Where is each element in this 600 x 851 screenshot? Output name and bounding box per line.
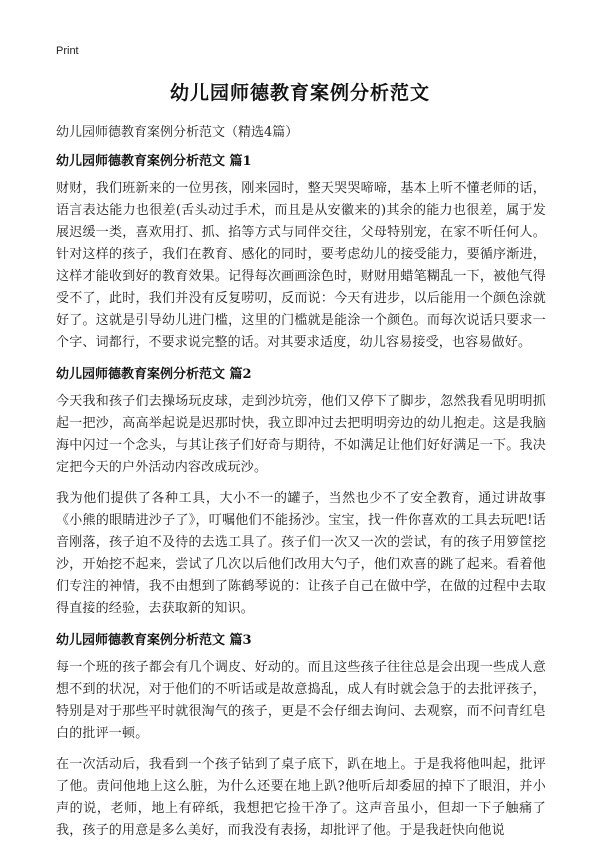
article-body bbox=[56, 150, 546, 851]
paragraph: 每一个班的孩子都会有几个调皮、好动的。而且这些孩子往往总是会出现一些成人意想不到的状况，对于他们的不听话或是故意捣乱，成人有时就会急于的去批评孩子，特别是对于那些平时就很淘气的孩子，更是不会仔细去询问、去观察，而不问青红皂白的批评一顿。 bbox=[56, 660, 546, 741]
section-3 bbox=[56, 629, 546, 842]
section-heading: 幼儿园师德教育案例分析范文 篇1 bbox=[56, 154, 252, 169]
paragraph: 财财，我们班新来的一位男孩，刚来园时，整天哭哭啼啼，基本上听不懂老师的话，语言表达能力也很差(舌头动过手术，而且是从安徽来的)其余的能力也很差，属于发展迟缓一类，喜欢用打、抓、掐等方式与同伴交往，父母特别宠，在家不听任何人。针对这样的孩子，我们在教育、感化的同时，要考虑幼儿的接受能力，要循序渐进，这样才能收到好的教育效果。记得每次画画涂色时，财财用蜡笔糊乱一下，被他气得受不了，此时，我们并没有反复唠叨，反而说：今天有进步，以后能用一个颜色涂就好了。这就是引导幼儿进门槛，这里的门槛就是能涂一个颜色。而每次说话只要求一个字、词都行，不要求说完整的话。对其要求适度，幼儿容易接受，也容易做好。 bbox=[56, 181, 546, 350]
page-title: 幼儿园师德教育案例分析范文 bbox=[169, 82, 430, 104]
print-link[interactable]: Print bbox=[56, 45, 79, 57]
section-2 bbox=[56, 363, 546, 620]
section-heading: 幼儿园师德教育案例分析范文 篇2 bbox=[56, 367, 252, 382]
section-1 bbox=[56, 150, 546, 354]
paragraph: 我为他们提供了各种工具，大小不一的罐子，当然也少不了安全教育，通过讲故事《小熊的眼睛进沙子了》，叮嘱他们不能扬沙。宝宝，找一件你喜欢的工具去玩吧!话音刚落，孩子迫不及待的去选工具了。孩子们一次又一次的尝试，有的孩子用箩筐挖沙，开始挖不起来，尝试了几次以后他们改用大勺子，他们欢喜的跳了起来。看着他们专注的神情，我不由想到了陈鹤琴说的：让孩子自己在做中学，在做的过程中去取得直接的经验，去获取新的知识。 bbox=[56, 491, 546, 616]
section-heading: 幼儿园师德教育案例分析范文 篇3 bbox=[56, 633, 252, 648]
paragraph: 在一次活动后，我看到一个孩子钻到了桌子底下，趴在地上。于是我将他叫起，批评了他。责问他地上这么脏，为什么还要在地上趴?他听后却委屈的掉下了眼泪，并小声的说，老师，地上有碎纸，我想把它捡干净了。这声音虽小，但却一下子触痛了我，孩子的用意是多么美好，而我没有表扬，却批评了他。于是我赶快向他说 bbox=[56, 757, 546, 838]
page-subtitle: 幼儿园师德教育案例分析范文（精选4篇） bbox=[56, 125, 299, 140]
paragraph: 今天我和孩子们去操场玩皮球，走到沙坑旁，他们又停下了脚步，忽然我看见明明抓起一把沙，高高举起说是迟那时快，我立即冲过去把明明旁边的幼儿抱走。这是我脑海中闪过一个念头，与其让孩子们好奇与期待，不如满足让他们好好满足一下。我决定把今天的户外活动内容改成玩沙。 bbox=[56, 394, 546, 475]
